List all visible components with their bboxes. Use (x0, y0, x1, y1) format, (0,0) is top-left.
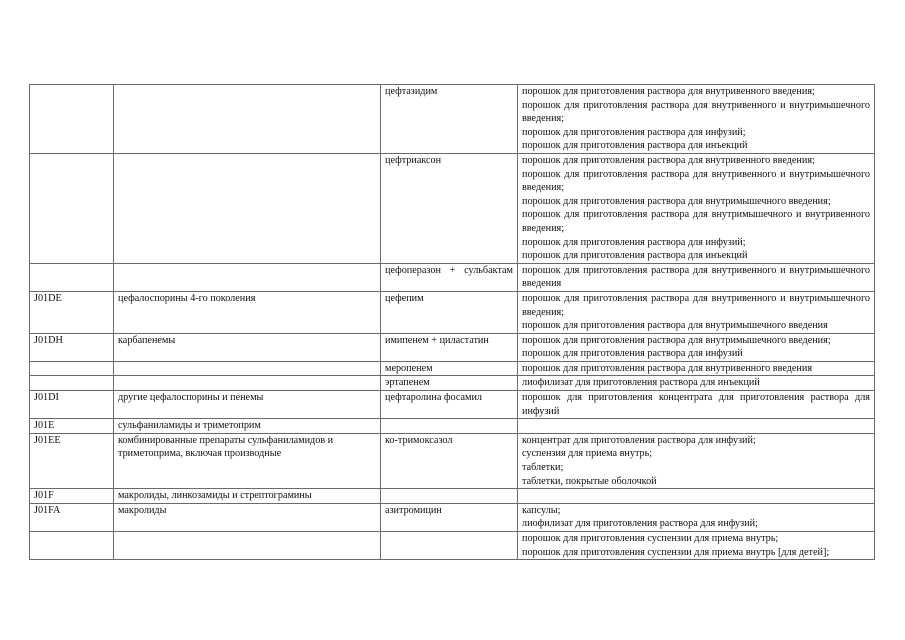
atc-code-cell: J01F (30, 489, 114, 504)
table-row (30, 391, 875, 419)
dosage-forms-cell (518, 153, 875, 263)
dosage-forms-cell (518, 263, 875, 291)
dosage-forms-cell (518, 333, 875, 361)
drug-name-cell: азитромицин (381, 503, 518, 531)
drug-name-cell: имипенем + циластатин (381, 333, 518, 361)
table-row (30, 333, 875, 361)
dosage-form-line: порошок для приготовления концентрата для приготовления раствора для инфузий (522, 392, 870, 417)
table-row (30, 532, 875, 560)
pharmacological-group-cell (114, 532, 381, 560)
dosage-forms-cell (518, 489, 875, 504)
atc-code-cell: J01EE (30, 433, 114, 488)
table-row (30, 503, 875, 531)
dosage-form-line: суспензия для приема внутрь; (522, 448, 653, 460)
pharmacological-group-cell (114, 361, 381, 376)
dosage-form-line: порошок для приготовления суспензии для приема внутрь; (522, 533, 779, 544)
dosage-form-line: порошок для приготовления суспензии для приема внутрь [для детей]; (522, 546, 830, 558)
dosage-forms-cell (518, 291, 875, 333)
dosage-form-line: порошок для приготовления раствора для внутривенного и внутримышечного введения; (522, 292, 870, 318)
dosage-form-line: порошок для приготовления раствора для внутривенного и внутримышечного введения (522, 264, 870, 290)
table-row (30, 419, 875, 434)
dosage-form-line: порошок для приготовления раствора для инфузий (522, 348, 743, 360)
drug-name-cell: эртапенем (381, 376, 518, 391)
dosage-forms-cell (518, 419, 875, 434)
dosage-form-line: порошок для приготовления раствора для внутримышечного введения (522, 320, 828, 332)
table-row (30, 263, 875, 291)
dosage-form-line: порошок для приготовления раствора для внутримышечного введения; (522, 195, 831, 207)
atc-code-cell: J01FA (30, 503, 114, 531)
dosage-form-line: порошок для приготовления раствора для внутривенного введения; (522, 86, 815, 97)
drug-name-cell (381, 419, 518, 434)
atc-code-cell: J01DH (30, 333, 114, 361)
dosage-forms-cell (518, 503, 875, 531)
atc-code-cell: J01E (30, 419, 114, 434)
pharmacological-group-cell: комбинированные препараты сульфаниламидов и триметоприма, включая производные (114, 433, 381, 488)
drug-name-cell: меропенем (381, 361, 518, 376)
atc-code-cell: J01DE (30, 291, 114, 333)
dosage-form-line: лиофилизат для приготовления раствора для инъекций (522, 377, 760, 389)
pharmacological-group-cell: макролиды, линкозамиды и стрептограмины (114, 489, 381, 504)
pharmacological-group-cell (114, 153, 381, 263)
dosage-form-line: порошок для приготовления раствора для внутримышечного введения; (522, 334, 831, 346)
drug-name-cell: цефтазидим (381, 85, 518, 154)
dosage-forms-cell (518, 532, 875, 560)
atc-code-cell (30, 85, 114, 154)
dosage-forms-cell (518, 433, 875, 488)
table-row (30, 85, 875, 154)
dosage-forms-cell (518, 391, 875, 419)
dosage-forms-cell (518, 376, 875, 391)
atc-code-cell (30, 361, 114, 376)
pharmacological-group-cell: цефалоспорины 4-го поколения (114, 291, 381, 333)
dosage-form-line: таблетки; (522, 462, 564, 474)
drug-table-body (30, 85, 875, 560)
pharmacological-group-cell (114, 263, 381, 291)
pharmacological-group-cell: карбапенемы (114, 333, 381, 361)
atc-code-cell (30, 532, 114, 560)
dosage-forms-cell (518, 85, 875, 154)
drug-name-cell: цефтаролина фосамил (381, 391, 518, 419)
dosage-form-line: порошок для приготовления раствора для внутривенного введения; (522, 154, 815, 166)
pharmacological-group-cell: другие цефалоспорины и пенемы (114, 391, 381, 419)
dosage-form-line: концентрат для приготовления раствора для инфузий; (522, 434, 756, 446)
pharmacological-group-cell: макролиды (114, 503, 381, 531)
atc-code-cell (30, 376, 114, 391)
drug-name-cell: цефтриаксон (381, 153, 518, 263)
dosage-form-line: порошок для приготовления раствора для инъекций (522, 250, 748, 262)
table-row (30, 361, 875, 376)
atc-code-cell: J01DI (30, 391, 114, 419)
atc-code-cell (30, 153, 114, 263)
dosage-forms-cell (518, 361, 875, 376)
dosage-form-line: лиофилизат для приготовления раствора для инфузий; (522, 518, 758, 530)
dosage-form-line: порошок для приготовления раствора для внутривенного введения (522, 362, 813, 374)
pharmacological-group-cell: сульфаниламиды и триметоприм (114, 419, 381, 434)
table-row (30, 376, 875, 391)
table-row (30, 433, 875, 488)
drug-table (29, 84, 875, 560)
dosage-form-line: порошок для приготовления раствора для внутримышечного и внутривенного введения; (522, 209, 870, 234)
drug-name-cell (381, 532, 518, 560)
drug-name-cell: цефоперазон + сульбактам (381, 263, 518, 291)
pharmacological-group-cell (114, 85, 381, 154)
drug-name-cell: ко-тримоксазол (381, 433, 518, 488)
dosage-form-line: капсулы; (522, 504, 561, 516)
table-row (30, 291, 875, 333)
dosage-form-line: таблетки, покрытые оболочкой (522, 475, 657, 487)
pharmacological-group-cell (114, 376, 381, 391)
dosage-form-line: порошок для приготовления раствора для инфузий; (522, 126, 746, 138)
dosage-form-line: порошок для приготовления раствора для внутривенного и внутримышечного введения; (522, 168, 870, 194)
drug-name-cell (381, 489, 518, 504)
drug-name-cell: цефепим (381, 291, 518, 333)
dosage-form-line: порошок для приготовления раствора для инъекций (522, 140, 748, 152)
dosage-form-line: порошок для приготовления раствора для инфузий; (522, 236, 746, 248)
table-row (30, 489, 875, 504)
table-row (30, 153, 875, 263)
atc-code-cell (30, 263, 114, 291)
dosage-form-line: порошок для приготовления раствора для внутривенного и внутримышечного введения; (522, 99, 870, 125)
